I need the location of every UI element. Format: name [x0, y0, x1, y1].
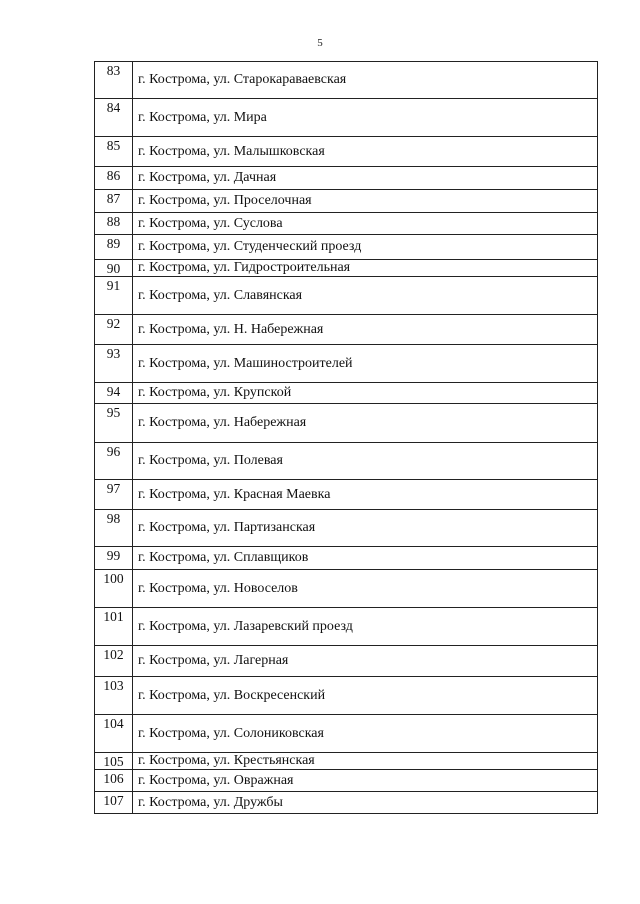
row-address: г. Кострома, ул. Набережная — [133, 404, 598, 443]
row-address: г. Кострома, ул. Крупской — [133, 383, 598, 404]
row-number: 101 — [95, 608, 133, 646]
row-address: г. Кострома, ул. Дачная — [133, 167, 598, 190]
table-row — [95, 62, 598, 99]
row-address: г. Кострома, ул. Гидростроительная — [133, 260, 598, 277]
row-address: г. Кострома, ул. Солониковская — [133, 715, 598, 753]
table-row — [95, 190, 598, 213]
row-number: 89 — [95, 235, 133, 260]
row-address: г. Кострома, ул. Проселочная — [133, 190, 598, 213]
row-number: 97 — [95, 480, 133, 510]
row-number: 95 — [95, 404, 133, 443]
row-address: г. Кострома, ул. Партизанская — [133, 510, 598, 547]
row-number: 88 — [95, 213, 133, 235]
row-number: 104 — [95, 715, 133, 753]
table-row — [95, 383, 598, 404]
row-address: г. Кострома, ул. Мира — [133, 99, 598, 137]
row-address: г. Кострома, ул. Воскресенский — [133, 677, 598, 715]
table-row — [95, 443, 598, 480]
row-address: г. Кострома, ул. Лазаревский проезд — [133, 608, 598, 646]
table-row — [95, 404, 598, 443]
row-number: 83 — [95, 62, 133, 99]
row-number: 90 — [95, 260, 133, 277]
row-address: г. Кострома, ул. Полевая — [133, 443, 598, 480]
row-number: 91 — [95, 277, 133, 315]
table-row — [95, 480, 598, 510]
row-address: г. Кострома, ул. Лагерная — [133, 646, 598, 677]
row-address: г. Кострома, ул. Суслова — [133, 213, 598, 235]
page-number: 5 — [317, 37, 323, 49]
row-number: 99 — [95, 547, 133, 570]
row-address: г. Кострома, ул. Машиностроителей — [133, 345, 598, 383]
table-row — [95, 277, 598, 315]
row-number: 98 — [95, 510, 133, 547]
row-number: 94 — [95, 383, 133, 404]
row-number: 100 — [95, 570, 133, 608]
table-row — [95, 715, 598, 753]
table-row — [95, 345, 598, 383]
row-number: 85 — [95, 137, 133, 167]
row-address: г. Кострома, ул. Малышковская — [133, 137, 598, 167]
address-table-body — [95, 62, 598, 814]
table-row — [95, 260, 598, 277]
row-number: 103 — [95, 677, 133, 715]
table-row — [95, 547, 598, 570]
row-number: 102 — [95, 646, 133, 677]
row-number: 93 — [95, 345, 133, 383]
row-address: г. Кострома, ул. Дружбы — [133, 792, 598, 814]
table-row — [95, 315, 598, 345]
row-number: 105 — [95, 753, 133, 770]
table-row — [95, 792, 598, 814]
row-address: г. Кострома, ул. Н. Набережная — [133, 315, 598, 345]
table-row — [95, 137, 598, 167]
address-table — [94, 61, 598, 814]
table-row — [95, 167, 598, 190]
row-address: г. Кострома, ул. Студенческий проезд — [133, 235, 598, 260]
row-number: 86 — [95, 167, 133, 190]
row-number: 96 — [95, 443, 133, 480]
row-number: 92 — [95, 315, 133, 345]
table-row — [95, 770, 598, 792]
row-address: г. Кострома, ул. Овражная — [133, 770, 598, 792]
row-address: г. Кострома, ул. Сплавщиков — [133, 547, 598, 570]
table-row — [95, 213, 598, 235]
row-number: 107 — [95, 792, 133, 814]
table-row — [95, 677, 598, 715]
row-address: г. Кострома, ул. Красная Маевка — [133, 480, 598, 510]
row-address: г. Кострома, ул. Новоселов — [133, 570, 598, 608]
row-address: г. Кострома, ул. Славянская — [133, 277, 598, 315]
table-row — [95, 235, 598, 260]
row-number: 84 — [95, 99, 133, 137]
row-number: 106 — [95, 770, 133, 792]
table-row — [95, 99, 598, 137]
row-address: г. Кострома, ул. Крестьянская — [133, 753, 598, 770]
table-row — [95, 608, 598, 646]
table-row — [95, 570, 598, 608]
table-row — [95, 646, 598, 677]
row-address: г. Кострома, ул. Старокараваевская — [133, 62, 598, 99]
table-row — [95, 510, 598, 547]
table-row — [95, 753, 598, 770]
row-number: 87 — [95, 190, 133, 213]
